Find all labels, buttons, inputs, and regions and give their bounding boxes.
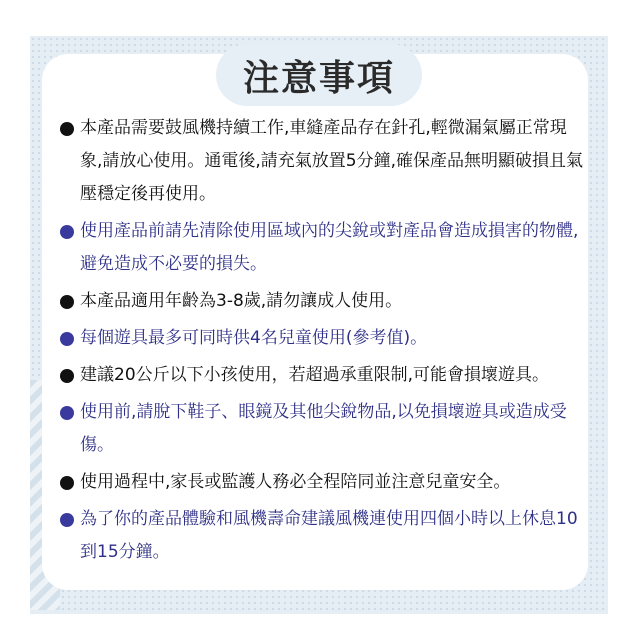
notice-item (58, 322, 588, 355)
notice-item (58, 215, 588, 281)
bullet-dot-icon (60, 295, 74, 309)
bullet-dot-icon (60, 406, 74, 420)
bullet-dot-icon (60, 332, 74, 346)
notice-text: 使用前,請脫下鞋子、眼鏡及其他尖銳物品,以免損壞遊具或造成受傷。 (80, 402, 567, 455)
notice-item (58, 396, 588, 462)
notice-text: 本產品需要鼓風機持續工作,車縫產品存在針孔,輕微漏氣屬正常現象,請放心使用。通電後,請充氣放置5分鐘,確保產品無明顯破損且氣壓穩定後再使用。 (80, 118, 584, 204)
bullet-dot-icon (60, 122, 74, 136)
notice-text: 使用過程中,家長或監護人務必全程陪同並注意兒童安全。 (80, 472, 511, 492)
bullet-dot-icon (60, 369, 74, 383)
bullet-dot-icon (60, 225, 74, 239)
notice-list (58, 112, 588, 573)
page-title: 注意事項 (242, 56, 395, 99)
notice-text: 本產品適用年齡為3-8歲,請勿讓成人使用。 (80, 291, 403, 311)
notice-text: 使用產品前請先清除使用區域內的尖銳或對產品會造成損害的物體,避免造成不必要的損失。 (80, 221, 579, 274)
notice-text: 為了你的產品體驗和風機壽命建議風機連使用四個小時以上休息10到15分鐘。 (80, 509, 578, 562)
notice-item (58, 112, 588, 211)
notice-item (58, 503, 588, 569)
notice-item (58, 359, 588, 392)
notice-item (58, 466, 588, 499)
bullet-dot-icon (60, 476, 74, 490)
notice-text: 每個遊具最多可同時供4名兒童使用(參考值)。 (80, 328, 428, 348)
notice-text: 建議20公斤以下小孩使用，若超過承重限制,可能會損壞遊具。 (80, 365, 550, 385)
bullet-dot-icon (60, 513, 74, 527)
title-badge (216, 44, 422, 106)
notice-item (58, 285, 588, 318)
